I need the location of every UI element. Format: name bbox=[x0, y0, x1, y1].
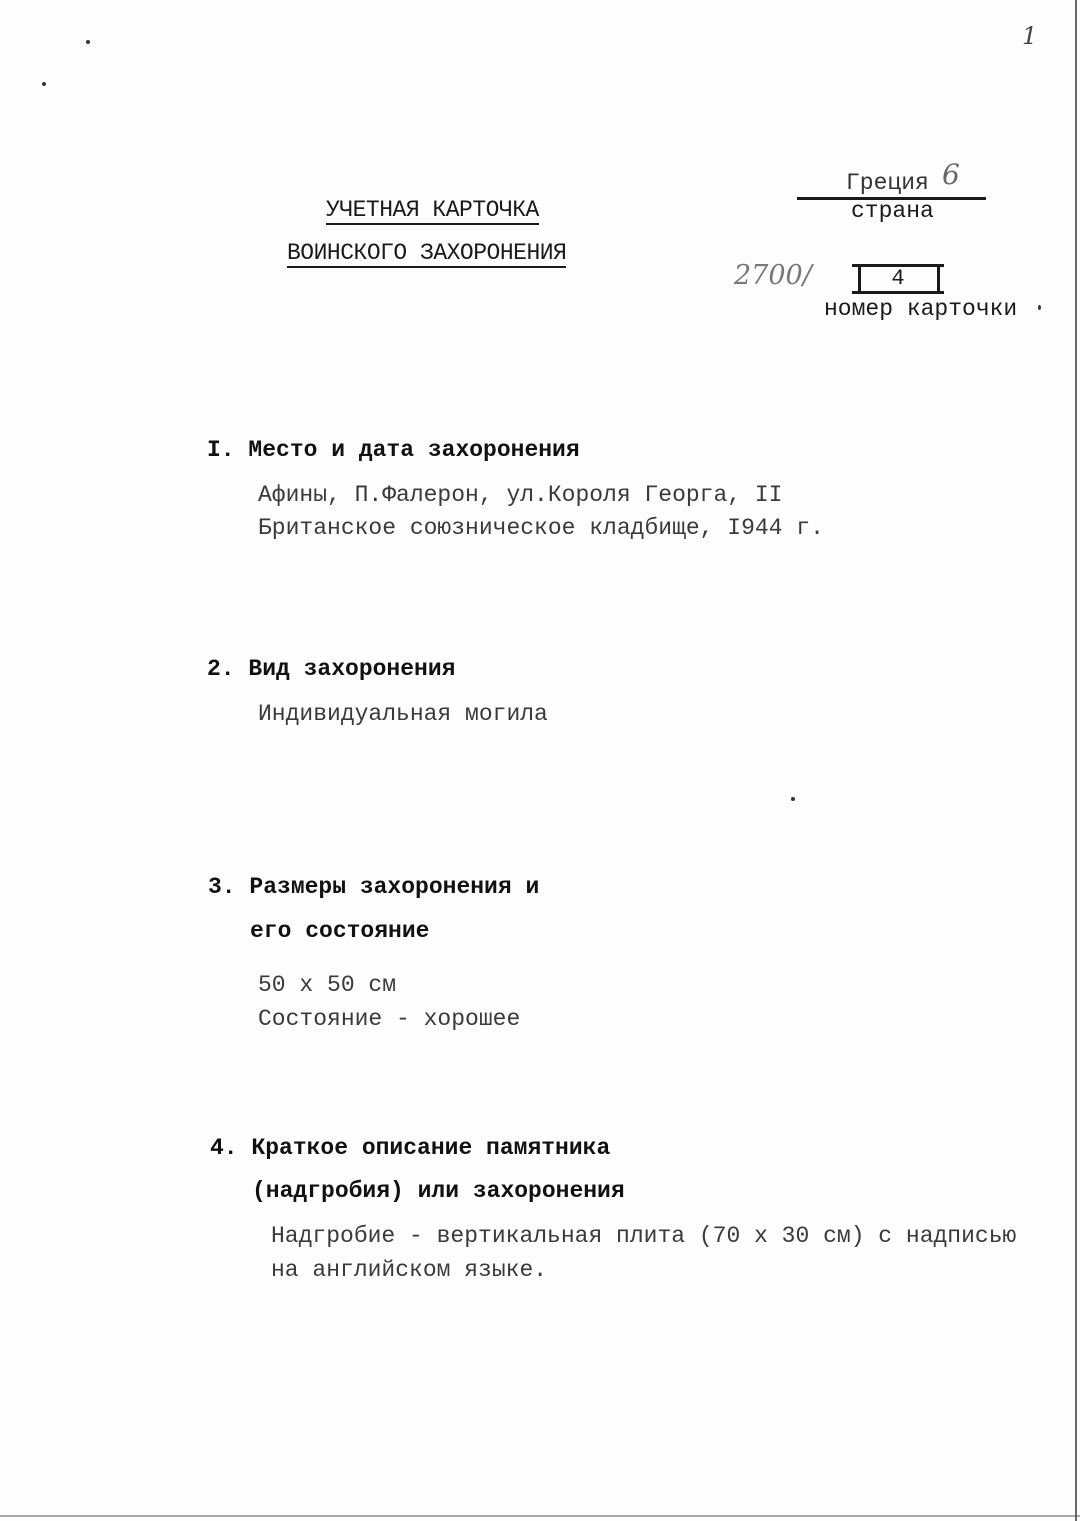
section-1-line-2: Британское союзническое кладбище, I944 г. bbox=[258, 515, 824, 541]
country-caption: страна bbox=[851, 198, 934, 224]
card-number-value: 4 bbox=[891, 266, 905, 291]
section-4-line-2: на английском языке. bbox=[271, 1257, 548, 1283]
page-number-mark: 1 bbox=[1022, 22, 1038, 50]
section-3-line-2: Состояние - хорошее bbox=[258, 1006, 521, 1032]
card-title-line2: ВОИНСКОГО ЗАХОРОНЕНИЯ bbox=[287, 240, 567, 266]
country-value: Греция bbox=[846, 170, 929, 196]
section-4-line-1: Надгробие - вертикальная плита (70 х 30 см) с надписью bbox=[271, 1223, 1017, 1249]
section-1-heading: I. Место и дата захоронения bbox=[207, 437, 580, 463]
section-1-line-1: Афины, П.Фалерон, ул.Короля Георга, II bbox=[258, 482, 783, 508]
section-4-heading-line2: (надгробия) или захоронения bbox=[252, 1178, 625, 1204]
section-2-heading: 2. Вид захоронения bbox=[207, 656, 456, 682]
page-bottom-edge bbox=[0, 1515, 1080, 1517]
country-handwritten-mark: 6 bbox=[942, 158, 960, 191]
section-2-line-1: Индивидуальная могила bbox=[258, 701, 548, 727]
section-3-line-1: 50 х 50 см bbox=[258, 972, 397, 998]
scan-speck bbox=[1038, 305, 1041, 310]
scan-speck bbox=[42, 82, 46, 86]
section-3-heading: 3. Размеры захоронения и bbox=[208, 874, 540, 900]
card-number-handwritten-prefix: 2700/ bbox=[734, 260, 812, 291]
page-edge bbox=[1075, 0, 1077, 1521]
scan-speck bbox=[86, 40, 90, 44]
section-4-heading: 4. Краткое описание памятника bbox=[210, 1135, 611, 1161]
card-title-line1: УЧЕТНАЯ КАРТОЧКА bbox=[326, 197, 539, 223]
scan-speck bbox=[791, 797, 795, 801]
section-3-heading-line2: его состояние bbox=[250, 918, 430, 944]
card-number-box bbox=[852, 264, 944, 294]
card-number-caption: номер карточки bbox=[824, 296, 1018, 322]
